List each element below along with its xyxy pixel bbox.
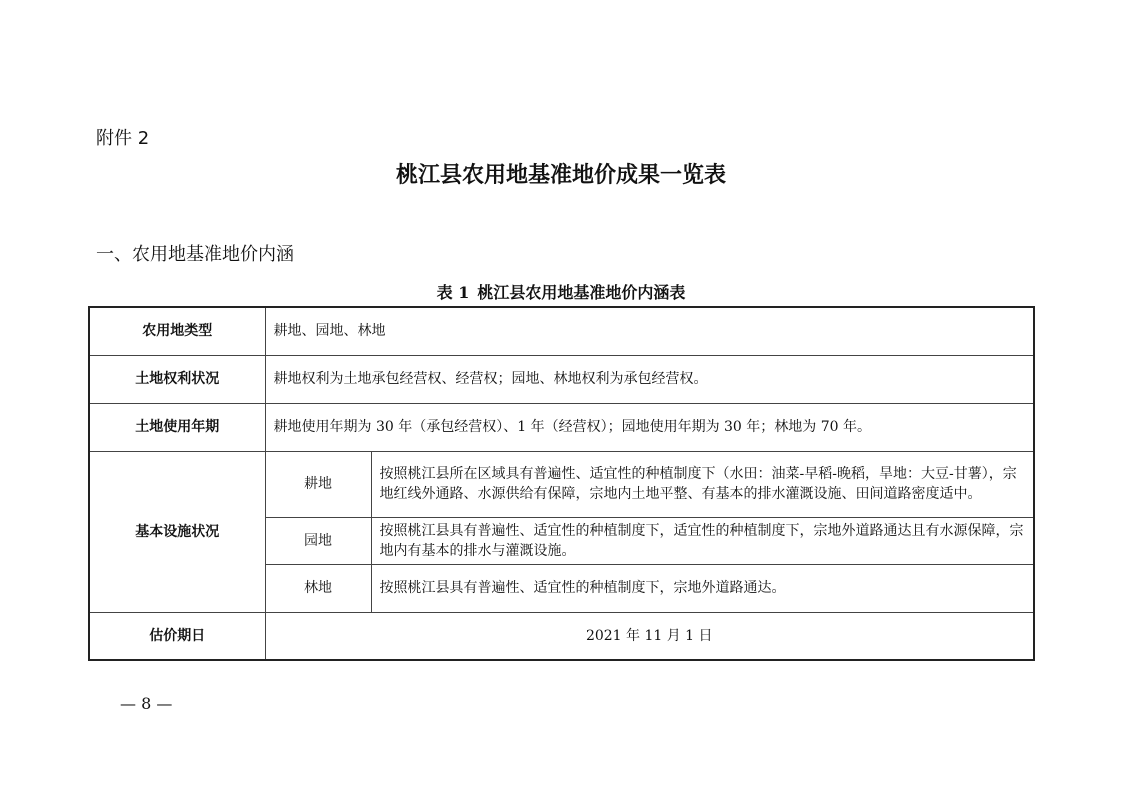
rights-value: 耕地权利为土地承包经营权、经营权；园地、林地权利为承包经营权。 [265, 355, 1034, 403]
term-value: 耕地使用年期为 30 年（承包经营权）、1 年（经营权）；园地使用年期为 30 年；林地为 70 年。 [265, 403, 1034, 451]
table-row [89, 307, 1034, 355]
document-title: 桃江县农用地基准地价成果一览表 [395, 163, 726, 188]
infrastructure-cropland-label: 耕地 [265, 451, 371, 517]
land-type-value: 耕地、园地、林地 [265, 307, 1034, 355]
page-number: — 8 — [120, 694, 173, 713]
infrastructure-forest-label: 林地 [265, 564, 371, 612]
infrastructure-garden-label: 园地 [265, 517, 371, 564]
infrastructure-label: 基本设施状况 [89, 451, 265, 612]
land-type-label: 农用地类型 [89, 307, 265, 355]
table-row [89, 451, 1034, 517]
table-caption-title: 桃江县农用地基准地价内涵表 [477, 283, 686, 302]
table-row [89, 403, 1034, 451]
table-row [89, 355, 1034, 403]
infrastructure-cropland-desc: 按照桃江县所在区域具有普遍性、适宜性的种植制度下（水田：油菜-早稻-晚稻，旱地：大豆-甘薯），宗地红线外通路、水源供给有保障，宗地内土地平整、有基本的排水灌溉设施、田间道路密度适中。 [371, 451, 1034, 517]
term-label: 土地使用年期 [89, 403, 265, 451]
valuation-date-value: 2021 年 11 月 1 日 [265, 612, 1034, 660]
table-caption [0, 280, 1122, 303]
table-row [89, 612, 1034, 660]
attachment-label: 附件 2 [96, 128, 150, 149]
infrastructure-forest-desc: 按照桃江县具有普遍性、适宜性的种植制度下，宗地外道路通达。 [371, 564, 1034, 612]
valuation-date-label: 估价期日 [89, 612, 265, 660]
infrastructure-garden-desc: 按照桃江县具有普遍性、适宜性的种植制度下，适宜性的种植制度下，宗地外道路通达且有水源保障，宗地内有基本的排水与灌溉设施。 [371, 517, 1034, 564]
section-heading: 一、农用地基准地价内涵 [96, 244, 294, 265]
table-caption-number: 表 1 [436, 283, 470, 302]
land-price-connotation-table [88, 306, 1035, 661]
rights-label: 土地权利状况 [89, 355, 265, 403]
